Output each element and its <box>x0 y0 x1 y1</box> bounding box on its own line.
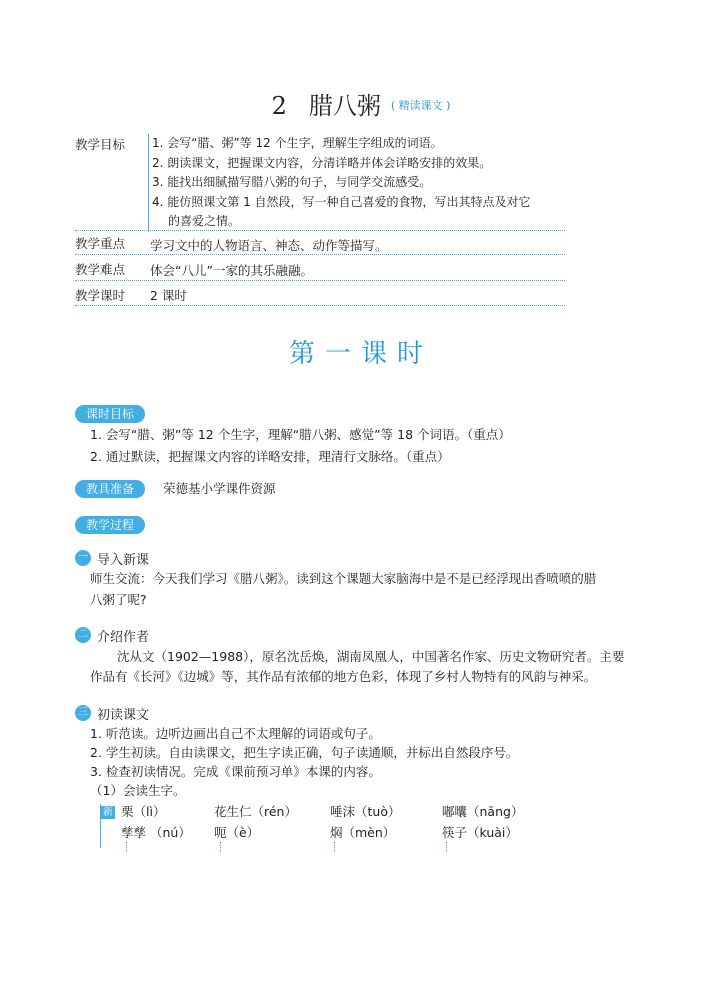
new-badge: 新 <box>103 807 113 818</box>
prep-text: 荣德基小学课件资源 <box>163 481 276 496</box>
goal-item: 1. 会写“腊、粥”等 12 个生字，理解生字组成的词语。 <box>152 136 443 150</box>
class-goal-item: 2. 通过默读，把握课文内容的详略安排，理清行文脉络。（重点） <box>90 449 450 464</box>
class-goal-item: 1. 会写“腊、粥”等 12 个生字，理解“腊八粥、感觉”等 18 个词语。（重点） <box>90 427 511 442</box>
section-title: 第一课时 <box>288 339 433 369</box>
step-number: 一 <box>75 550 91 566</box>
guide-tick <box>334 842 338 852</box>
vocab-item: 焖（mèn） <box>330 825 396 840</box>
difficulty-label: 教学难点 <box>75 262 126 277</box>
difficulty-text: 体会“八儿”一家的其乐融融。 <box>150 263 313 278</box>
goal-item: 2. 朗读课文，把握课文内容，分清详略并体会详略安排的效果。 <box>152 155 492 170</box>
step-line: 作品有《长河》《边城》等，其作品有浓郁的地方色彩，体现了乡村人物特有的风韵与神采。 <box>90 669 597 684</box>
divider <box>75 305 565 306</box>
step-line: 师生交流：今天我们学习《腊八粥》。读到这个课题大家脑海中是不是已经浮现出香喷喷的腊 <box>90 571 597 586</box>
guide-tick <box>446 842 450 852</box>
goal-list <box>148 134 570 232</box>
hours-text: 2 课时 <box>150 288 187 303</box>
lesson-title <box>0 86 722 121</box>
guide-tick <box>126 842 130 852</box>
lesson-number: 2 <box>271 92 287 120</box>
key-text: 学习文中的人物语言、神态、动作等描写。 <box>150 238 388 253</box>
divider <box>75 254 565 255</box>
vocab-item: 唾沫（tuò） <box>330 804 401 819</box>
goal-item: 3. 能找出细腻描写腊八粥的句子，与同学交流感受。 <box>152 175 432 189</box>
step-line: 沈从文（1902—1988），原名沈岳焕，湖南凤凰人，中国著名作家、历史文物研究者。主要 <box>117 649 625 664</box>
step-number: 二 <box>75 627 91 643</box>
vocab-item: 栗（lì） <box>121 804 166 819</box>
step-line: 3. 检查初读情况。完成《课前预习单》本课的内容。 <box>90 764 381 779</box>
step-title: 介绍作者 <box>97 630 150 645</box>
goal-item: 4. 能仿照课文第 1 自然段，写一种自己喜爱的食物，写出其特点及对它 <box>152 194 531 209</box>
key-label: 教学重点 <box>75 236 126 251</box>
step-line: 1. 听范读。边听边画出自己不太理解的词语或句子。 <box>90 726 381 741</box>
vocab-item: 花生仁（rén） <box>214 804 297 819</box>
step-number: 三 <box>75 705 91 721</box>
vocab-item: 呃（è） <box>214 825 260 840</box>
vocab-item: 筷子（kuài） <box>442 825 518 840</box>
hours-label: 教学课时 <box>75 288 126 303</box>
vocab-item: 孳孳 （nú） <box>121 825 191 840</box>
prep-pill: 教具准备 <box>75 480 145 498</box>
divider <box>75 230 565 231</box>
divider <box>75 280 565 281</box>
step-title: 初读课文 <box>97 708 150 723</box>
guide-tick <box>220 842 224 852</box>
class-goals-pill: 课时目标 <box>75 405 145 423</box>
step-line: （1）会读生字。 <box>90 783 186 798</box>
step-title: 导入新课 <box>97 553 150 568</box>
lesson-tag: ( 精读课文 ) <box>390 99 451 112</box>
goal-item: 的喜爱之情。 <box>168 214 241 228</box>
vocab-item: 嘟囔（nāng） <box>442 804 524 819</box>
goal-label: 教学目标 <box>75 137 126 152</box>
process-pill: 教学过程 <box>75 516 145 534</box>
step-line: 八粥了呢? <box>90 592 147 607</box>
step-line: 2. 学生初读。自由读课文，把生字读正确，句子读通顺，并标出自然段序号。 <box>90 745 519 760</box>
lesson-name: 腊八粥 <box>308 92 381 120</box>
